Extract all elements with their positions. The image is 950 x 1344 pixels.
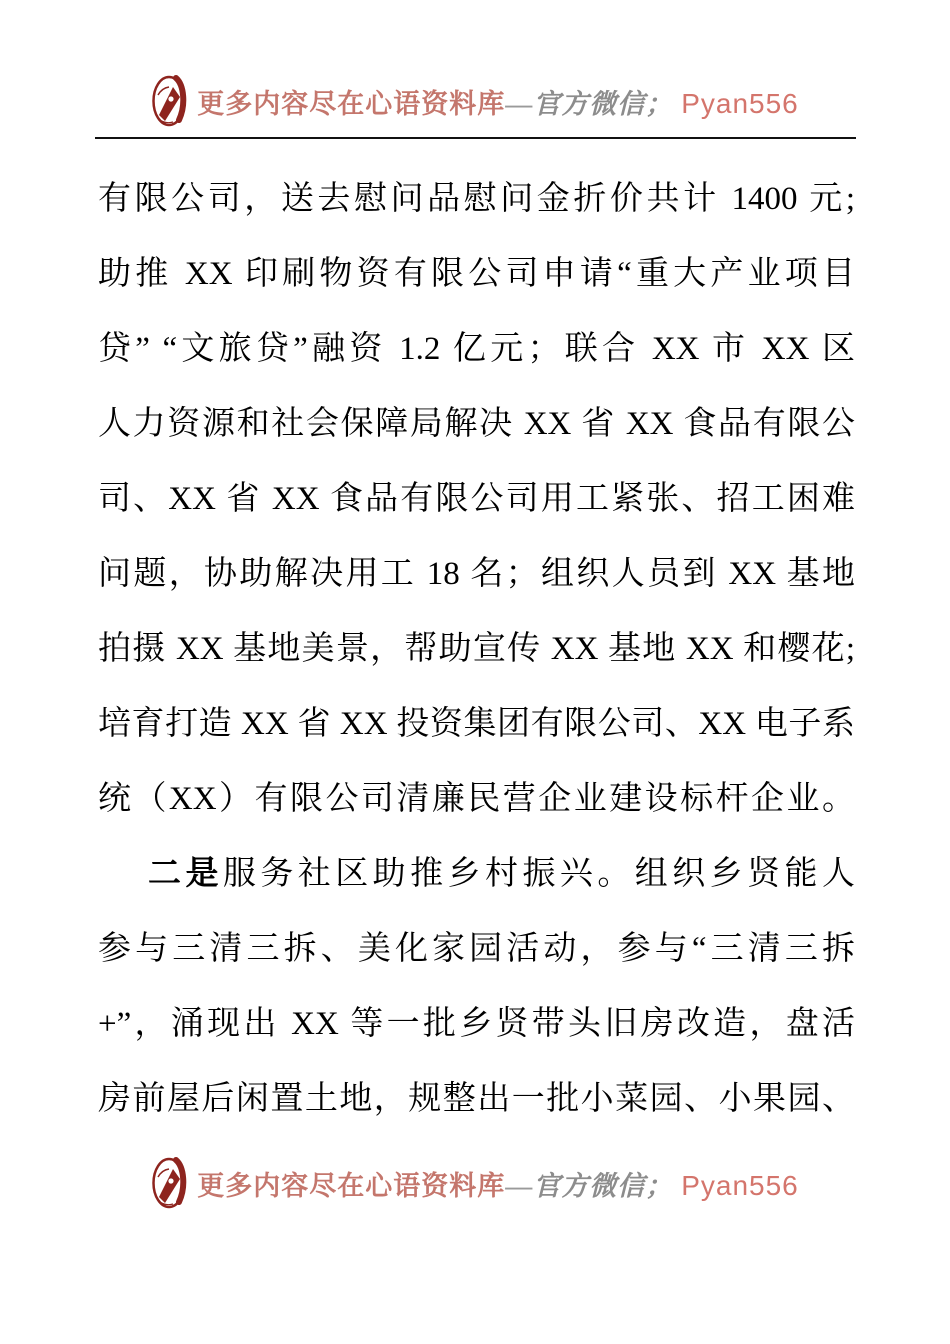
text-line: 参与三清三拆、美化家园活动，参与“三清三拆	[98, 931, 855, 967]
document-text	[98, 162, 855, 1137]
paragraph-lead-rest: 服务社区助推乡村振兴。组织乡贤能人	[222, 856, 856, 892]
watermark-wechat-id: Pyan556	[681, 87, 799, 119]
watermark-text	[197, 82, 799, 121]
text-line: +”，涌现出 XX 等一批乡贤带头旧房改造，盘活	[98, 1006, 855, 1042]
watermark-wechat-label: 官方微信；	[533, 1170, 674, 1201]
watermark-brand-text: 更多内容尽在心语资料库	[197, 88, 506, 119]
paragraph-lead-bold: 二是	[148, 856, 223, 892]
pen-nib-brand-logo-icon	[151, 1156, 187, 1210]
text-line: 拍摄 XX 基地美景，帮助宣传 XX 基地 XX 和樱花;	[98, 631, 855, 667]
text-line: 人力资源和社会保障局解决 XX 省 XX 食品有限公	[98, 406, 855, 442]
header-divider-rule	[95, 137, 856, 139]
text-line: 培育打造 XX 省 XX 投资集团有限公司、XX 电子系	[98, 706, 855, 742]
text-line: 司、XX 省 XX 食品有限公司用工紧张、招工困难	[98, 481, 855, 517]
watermark-wechat-label: 官方微信；	[533, 88, 674, 119]
text-line: 助推 XX 印刷物资有限公司申请“重大产业项目	[98, 256, 855, 292]
text-line: 统（XX）有限公司清廉民营企业建设标杆企业。	[98, 781, 855, 817]
watermark-dash: —	[505, 1170, 534, 1201]
watermark-header	[0, 70, 950, 132]
text-line: 有限公司，送去慰问品慰问金折价共计 1400 元;	[98, 181, 855, 217]
text-line: 房前屋后闲置土地，规整出一批小菜园、小果园、	[98, 1081, 855, 1117]
watermark-dash: —	[505, 88, 534, 119]
watermark-text	[197, 1164, 799, 1203]
watermark-wechat-id: Pyan556	[681, 1169, 799, 1201]
watermark-brand-text: 更多内容尽在心语资料库	[197, 1170, 506, 1201]
watermark-footer	[0, 1152, 950, 1214]
pen-nib-brand-logo-icon	[151, 74, 187, 128]
text-line: 问题，协助解决用工 18 名；组织人员到 XX 基地	[98, 556, 855, 592]
text-line: 贷” “文旅贷”融资 1.2 亿元；联合 XX 市 XX 区	[98, 331, 855, 367]
text-line-paragraph-start	[98, 837, 855, 912]
